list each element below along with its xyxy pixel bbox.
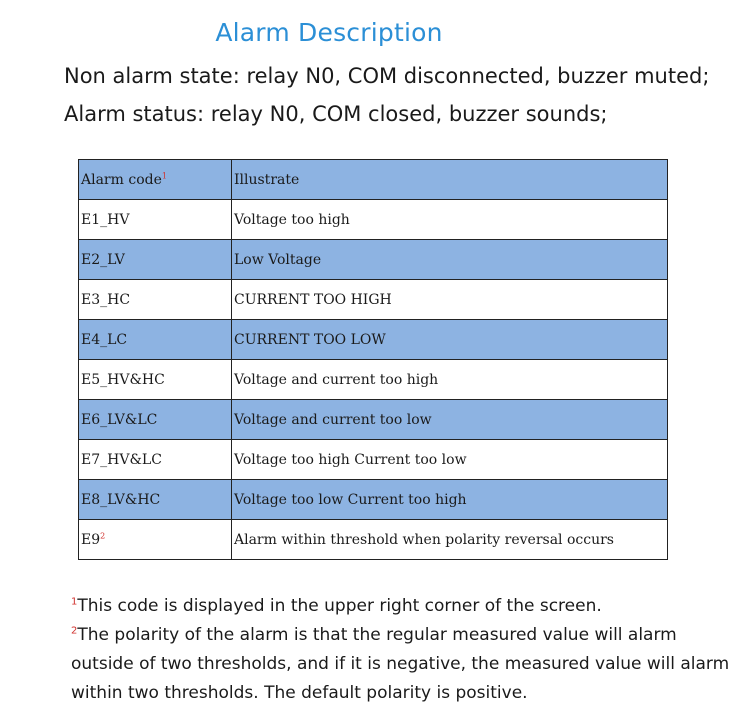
footnote-marker-1: 1 bbox=[71, 596, 78, 608]
alarm-code-label: E9 bbox=[81, 531, 101, 548]
header-alarm-code bbox=[79, 160, 232, 200]
header-alarm-code-label: Alarm code bbox=[81, 171, 162, 188]
alarm-code-cell: E2_LV bbox=[79, 240, 232, 280]
header-illustrate-label: Illustrate bbox=[234, 171, 300, 188]
table-row bbox=[79, 400, 668, 440]
footnote-1-text: This code is displayed in the upper right corner of the screen. bbox=[77, 596, 602, 616]
alarm-desc-cell: Voltage too high bbox=[232, 200, 668, 240]
alarm-code-cell: E6_LV&LC bbox=[79, 400, 232, 440]
page-title: Alarm Description bbox=[215, 18, 443, 47]
footnote-1 bbox=[71, 592, 731, 621]
table-row bbox=[79, 320, 668, 360]
header-illustrate bbox=[232, 160, 668, 200]
table-row bbox=[79, 240, 668, 280]
alarm-desc-cell: CURRENT TOO LOW bbox=[232, 320, 668, 360]
alarm-desc-cell: Voltage too high Current too low bbox=[232, 440, 668, 480]
alarm-desc-cell: Voltage and current too low bbox=[232, 400, 668, 440]
alarm-code-cell: E4_LC bbox=[79, 320, 232, 360]
alarm-desc-cell: CURRENT TOO HIGH bbox=[232, 280, 668, 320]
non-alarm-state-text: Non alarm state: relay N0, COM disconnected, buzzer muted; bbox=[64, 64, 710, 88]
alarm-desc-cell: Voltage too low Current too high bbox=[232, 480, 668, 520]
footnote-2-text: The polarity of the alarm is that the regular measured value will alarm outside of two thresholds, and if it is negative, the measured value will alarm within two thresholds. The default polarity is positive. bbox=[71, 625, 730, 703]
table-row bbox=[79, 480, 668, 520]
alarm-code-cell: E8_LV&HC bbox=[79, 480, 232, 520]
alarm-code-cell: E1_HV bbox=[79, 200, 232, 240]
alarm-state-text: Alarm status: relay N0, COM closed, buzzer sounds; bbox=[64, 102, 608, 126]
table-row bbox=[79, 440, 668, 480]
alarm-desc-cell: Alarm within threshold when polarity reversal occurs bbox=[232, 520, 668, 560]
table-row bbox=[79, 360, 668, 400]
table-row bbox=[79, 280, 668, 320]
alarm-code-cell: E5_HV&HC bbox=[79, 360, 232, 400]
table-row bbox=[79, 520, 668, 560]
alarm-code-table bbox=[78, 159, 668, 560]
alarm-code-cell bbox=[79, 520, 232, 560]
footnote-ref-1: 1 bbox=[161, 170, 167, 180]
alarm-code-cell: E7_HV&LC bbox=[79, 440, 232, 480]
alarm-desc-cell: Voltage and current too high bbox=[232, 360, 668, 400]
table-header-row bbox=[79, 160, 668, 200]
table-row bbox=[79, 200, 668, 240]
footnotes bbox=[71, 592, 731, 708]
footnote-2 bbox=[71, 621, 731, 708]
footnote-marker-2: 2 bbox=[71, 625, 78, 637]
alarm-code-cell: E3_HC bbox=[79, 280, 232, 320]
alarm-desc-cell: Low Voltage bbox=[232, 240, 668, 280]
footnote-ref-2: 2 bbox=[100, 530, 106, 540]
